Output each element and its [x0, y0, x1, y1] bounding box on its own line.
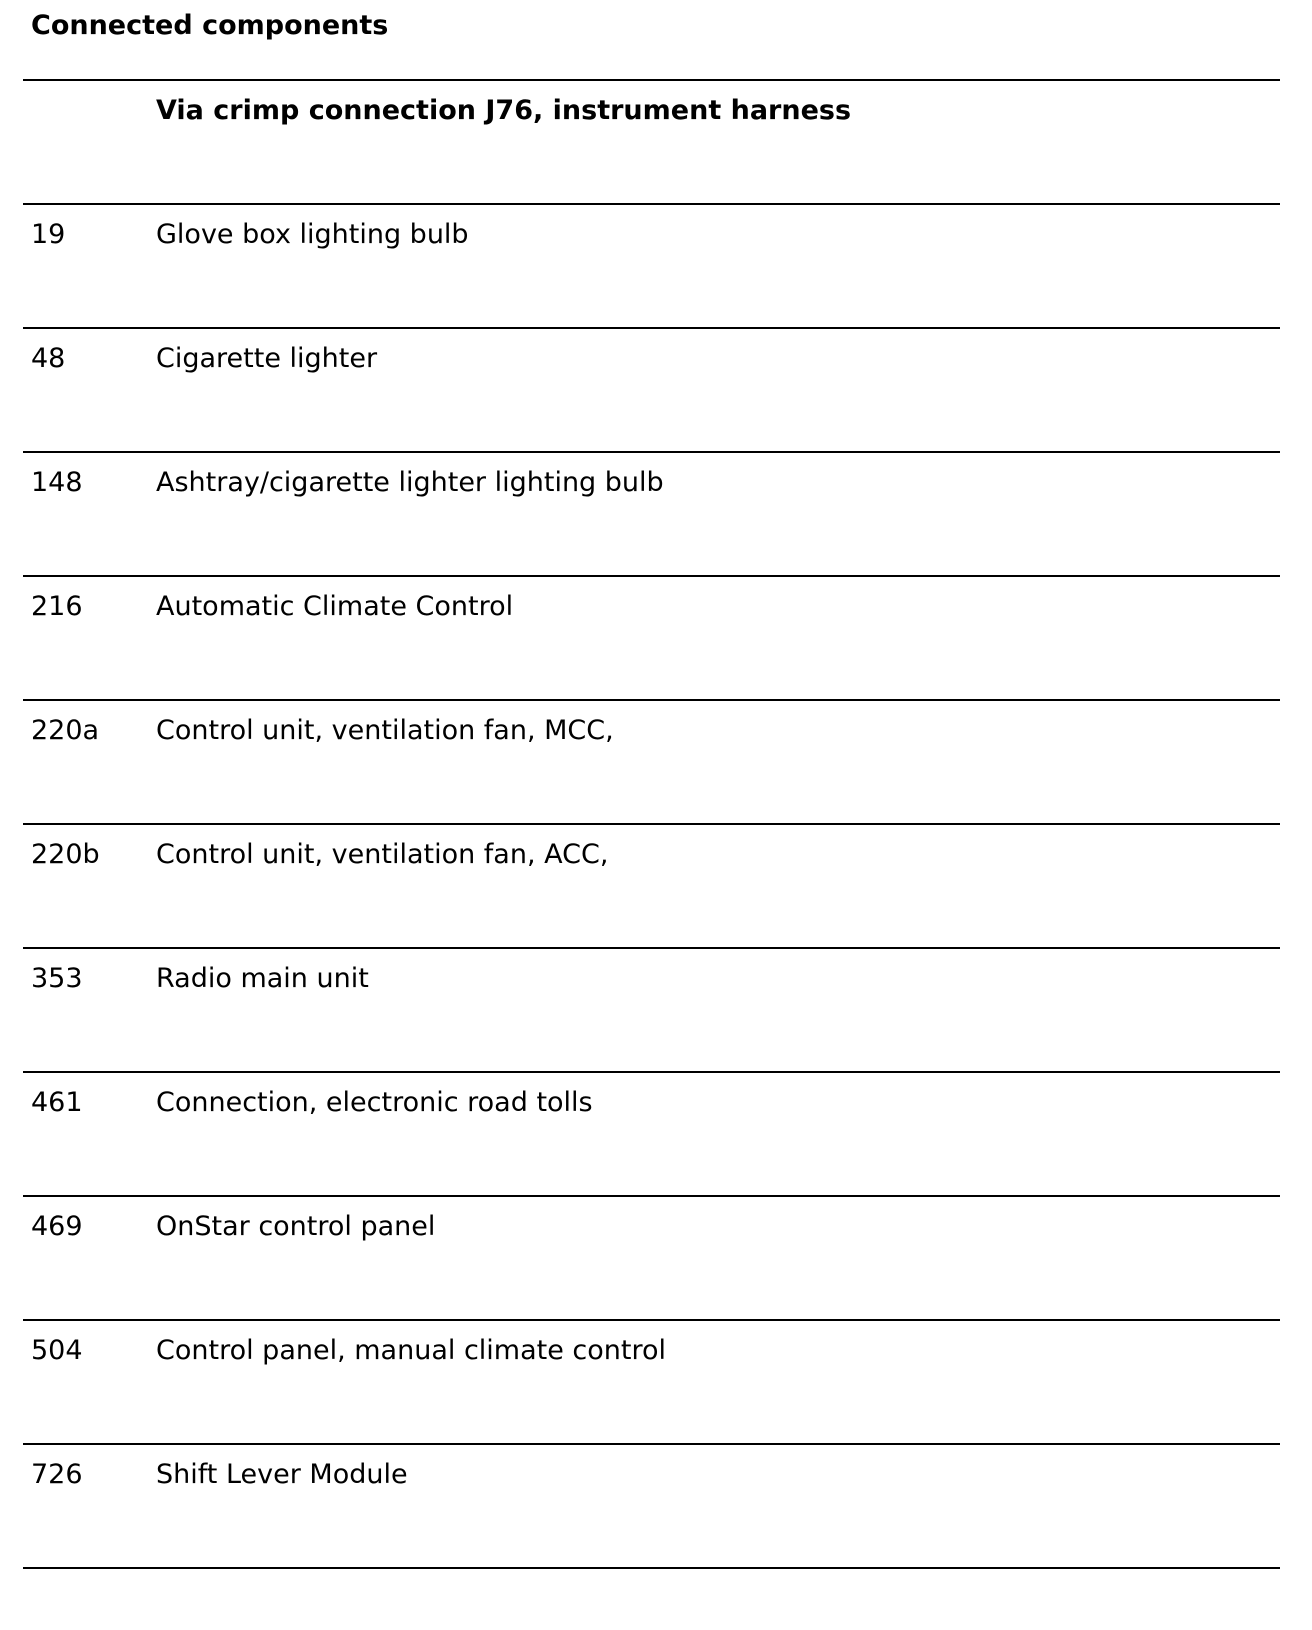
page-title: Connected components	[31, 10, 389, 41]
table-row	[23, 203, 1280, 327]
component-description: Glove box lighting bulb	[156, 219, 469, 250]
component-number: 461	[31, 1087, 83, 1118]
table-row	[23, 823, 1280, 947]
component-number: 504	[31, 1335, 83, 1366]
component-number: 726	[31, 1459, 83, 1490]
component-number: 48	[31, 343, 66, 374]
table-row	[23, 575, 1280, 699]
table-row	[23, 451, 1280, 575]
component-description: Ashtray/cigarette lighter lighting bulb	[156, 467, 664, 498]
component-description: Control panel, manual climate control	[156, 1335, 667, 1366]
table-row	[23, 699, 1280, 823]
component-number: 353	[31, 963, 83, 994]
component-description: OnStar control panel	[156, 1211, 436, 1242]
component-description: Shift Lever Module	[156, 1459, 408, 1490]
table-row	[23, 947, 1280, 1071]
table-row	[23, 1195, 1280, 1319]
component-description: Automatic Climate Control	[156, 591, 514, 622]
table-row	[23, 1071, 1280, 1195]
component-description: Cigarette lighter	[156, 343, 378, 374]
component-description: Control unit, ventilation fan, ACC,	[156, 839, 609, 870]
component-number: 220a	[31, 715, 100, 746]
component-number: 220b	[31, 839, 100, 870]
component-number: 216	[31, 591, 83, 622]
component-description: Connection, electronic road tolls	[156, 1087, 593, 1118]
component-number: 19	[31, 219, 66, 250]
header-label: Via crimp connection J76, instrument harness	[156, 95, 852, 126]
table-row	[23, 1443, 1280, 1569]
table-row	[23, 1319, 1280, 1443]
component-number: 469	[31, 1211, 83, 1242]
component-number: 148	[31, 467, 83, 498]
connected-components-table	[23, 79, 1280, 1569]
component-description: Radio main unit	[156, 963, 369, 994]
table-row	[23, 327, 1280, 451]
table-header-row	[23, 79, 1280, 203]
component-description: Control unit, ventilation fan, MCC,	[156, 715, 614, 746]
